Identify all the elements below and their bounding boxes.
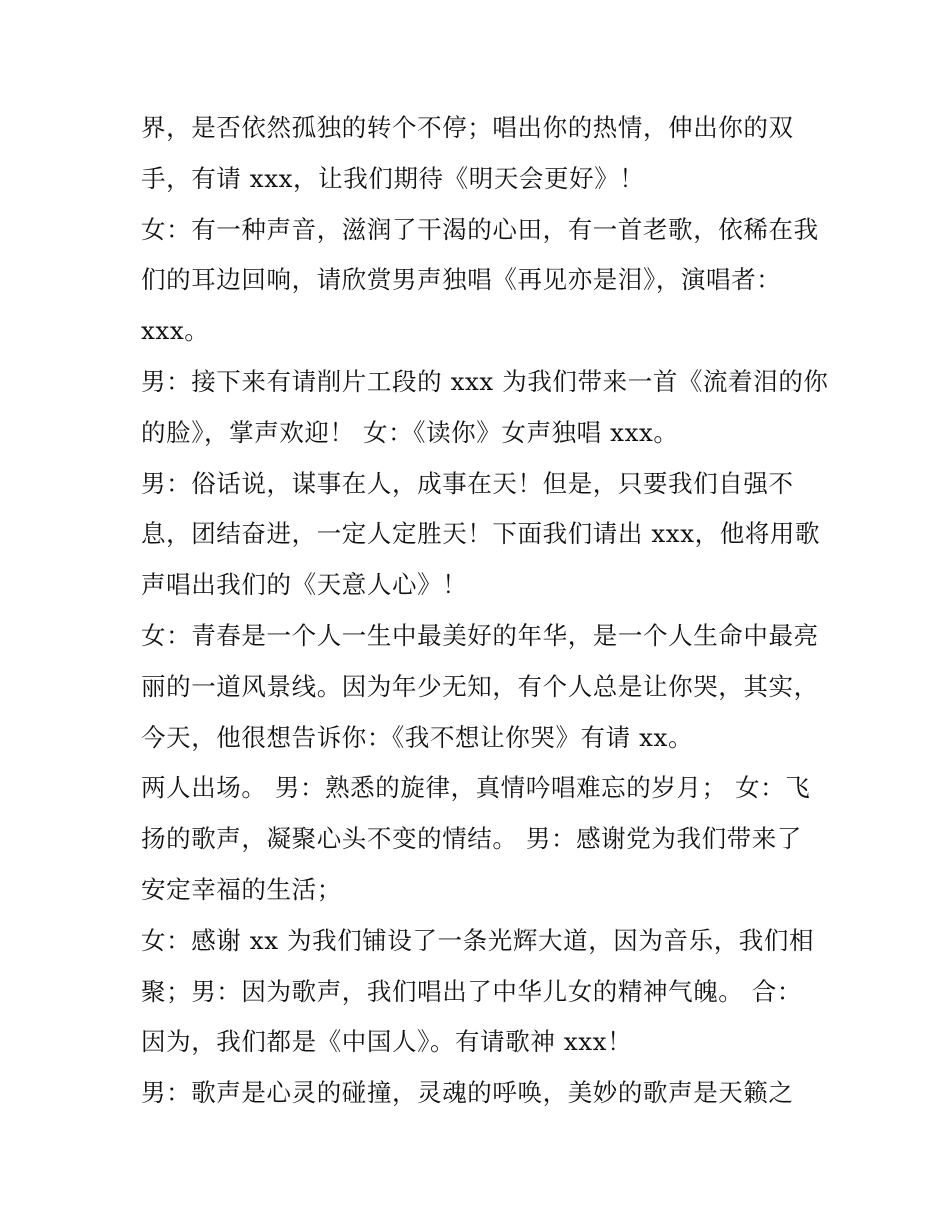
text-line: 息，团结奋进，一定人定胜天！下面我们请出 xxx，他将用歌	[141, 519, 821, 549]
text-line: 两人出场。 男：熟悉的旋律，真情吟唱难忘的岁月； 女：飞	[141, 773, 811, 803]
text-line: 女：感谢 xx 为我们铺设了一条光辉大道，因为音乐，我们相	[141, 925, 815, 955]
text-line: 因为，我们都是《中国人》。有请歌神 xxx！	[141, 1027, 633, 1057]
text-line: 扬的歌声，凝聚心头不变的情结。 男：感谢党为我们带来了	[141, 824, 802, 854]
text-line: 女：青春是一个人一生中最美好的年华，是一个人生命中最亮	[141, 620, 819, 650]
text-line: 男：俗话说，谋事在人，成事在天！但是，只要我们自强不	[141, 468, 794, 498]
text-line: 今天，他很想告诉你：《我不想让你哭》有请 xx。	[141, 722, 694, 752]
document-body	[141, 103, 829, 1119]
text-line: 男：歌声是心灵的碰撞，灵魂的呼唤，美妙的歌声是天籁之	[141, 1078, 794, 1108]
text-line: 声唱出我们的《天意人心》！	[141, 570, 468, 600]
text-line: 的脸》，掌声欢迎！ 女：《读你》女声独唱 xxx。	[141, 417, 679, 447]
text-line: 手，有请 xxx，让我们期待《明天会更好》！	[141, 163, 645, 193]
text-line: xxx。	[141, 316, 210, 346]
text-line: 丽的一道风景线。因为年少无知，有个人总是让你哭，其实，	[141, 671, 819, 701]
text-line: 安定幸福的生活；	[141, 874, 342, 904]
text-line: 聚；男：因为歌声，我们唱出了中华儿女的精神气魄。 合：	[141, 976, 802, 1006]
text-line: 们的耳边回响，请欣赏男声独唱《再见亦是泪》，演唱者：	[141, 265, 782, 295]
text-line: 女：有一种声音，滋润了干渴的心田，有一首老歌，依稀在我	[141, 214, 819, 244]
text-line: 界，是否依然孤独的转个不停；唱出你的热情，伸出你的双	[141, 113, 794, 142]
text-line: 男：接下来有请削片工段的 xxx 为我们带来一首《流着泪的你	[141, 366, 829, 396]
